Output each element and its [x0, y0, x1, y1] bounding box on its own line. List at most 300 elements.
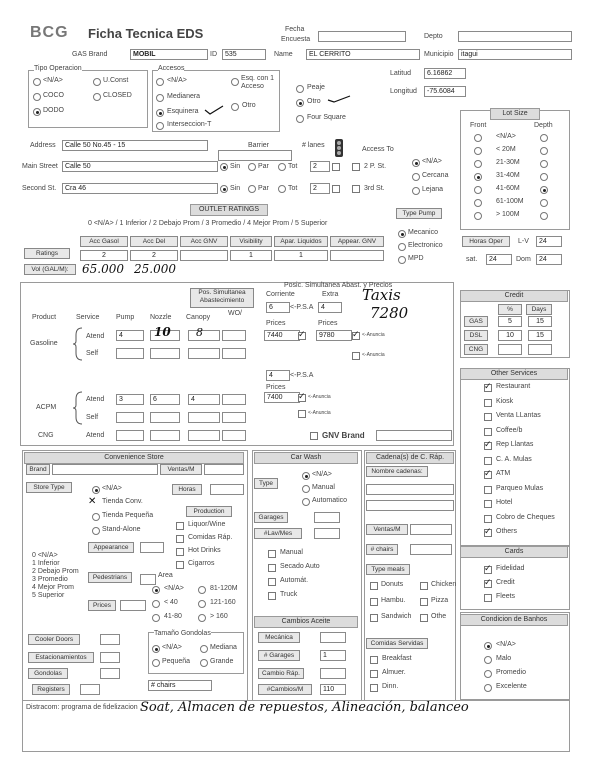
rating-appear-gnv[interactable] [330, 250, 384, 261]
lot-size-header: Lot Size [490, 108, 540, 120]
mecanica-field[interactable] [320, 632, 346, 643]
tipo-operacion-title: Tipo Operacion [34, 65, 82, 72]
pump-mecanico-radio[interactable] [398, 230, 406, 238]
banos-radio[interactable] [484, 656, 492, 664]
credit-pct-field[interactable] [498, 344, 522, 355]
second-lanes-field[interactable]: 2 [310, 183, 330, 194]
depth-label: Depth [534, 122, 553, 129]
access-lejana-radio[interactable] [412, 187, 420, 195]
acceso-otro-label: Otro [242, 102, 256, 109]
appearance-scale-label: 5 Superior [32, 592, 65, 599]
card-checkbox[interactable] [484, 594, 492, 602]
tipo-dodo-radio[interactable] [33, 108, 41, 116]
meal-checkbox[interactable] [420, 614, 428, 622]
lot-front-radio[interactable] [474, 173, 482, 181]
acceso-medianera-radio[interactable] [156, 94, 164, 102]
main-extra-checkbox[interactable] [332, 163, 340, 171]
lot-depth-radio[interactable] [540, 134, 548, 142]
area-radio[interactable] [198, 600, 206, 608]
fecha-field[interactable] [318, 31, 406, 42]
gasoline-brace [72, 326, 84, 362]
vol-diesel-handwritten: 25.000 [134, 262, 176, 276]
price-acpm-field[interactable]: 7400 [264, 392, 300, 403]
area-radio[interactable] [198, 614, 206, 622]
four-square-label: Four Square [307, 114, 346, 121]
credit-days-field[interactable] [528, 344, 552, 355]
type-pump-label: Type Pump [396, 208, 442, 219]
card-checkbox[interactable] [484, 580, 492, 588]
lot-front-radio[interactable] [474, 199, 482, 207]
tipo-dodo-label: DODO [43, 107, 64, 114]
second-st-field[interactable]: Cra 46 [62, 183, 218, 194]
tam-pequena-radio[interactable] [152, 659, 160, 667]
pedestrians-field[interactable] [140, 574, 156, 585]
car-wash-header: Car Wash [254, 452, 358, 464]
cng-pump-field[interactable] [116, 430, 144, 441]
main-street-label: Main Street [22, 163, 58, 170]
anuncia-label-2: <-Anuncia [362, 352, 385, 358]
service-label: Rep Llantas [496, 441, 534, 448]
service-label: Venta LLantas [496, 412, 541, 419]
lot-front-radio[interactable] [474, 134, 482, 142]
service-checkbox[interactable] [484, 500, 492, 508]
meal-label: Sandwich [381, 613, 412, 620]
gas-self-wo[interactable] [222, 348, 246, 359]
tipo-na-label: <N/A> [43, 77, 63, 84]
carwash-checkbox[interactable] [268, 592, 276, 600]
estacionamientos-field[interactable] [100, 652, 120, 663]
credit-header: Credit [460, 290, 568, 302]
production-label: Hot Drinks [188, 547, 221, 554]
gas-self-pump[interactable] [116, 348, 144, 359]
posic-abast-label: Pos. Simultanea Abastecimiento [190, 288, 254, 308]
main-2pst-label: 2 P. St. [364, 163, 387, 170]
acceso-esq1-label: Esq. con 1 Acceso [241, 75, 275, 90]
rating-acc-del[interactable]: 2 [130, 250, 178, 261]
acpm-nozzle-field[interactable]: 6 [150, 394, 180, 405]
municipio-field[interactable]: itagui [458, 49, 572, 60]
cooler-doors-label: Cooler Doors [28, 634, 80, 645]
anuncia-2-checkbox[interactable] [352, 352, 360, 360]
main-lanes-field[interactable]: 2 [310, 161, 330, 172]
gnv-brand-field[interactable] [376, 430, 452, 441]
main-2pst-checkbox[interactable] [352, 163, 360, 171]
sat-label: sat. [466, 256, 478, 263]
tipo-uconst-radio[interactable] [93, 78, 101, 86]
prices-label-c: Prices [266, 320, 286, 327]
cng-label: CNG [38, 432, 54, 439]
appearance-scale-label: 3 Promedio [32, 576, 68, 583]
acpm-self-canopy[interactable] [188, 412, 220, 423]
lot-size-label: <N/A> [496, 133, 516, 140]
area-label-opt: 121-160 [210, 599, 236, 606]
acpm-pump-field[interactable]: 3 [116, 394, 144, 405]
lot-size-label: < 20M [496, 146, 516, 153]
mecanica-label: Mecánica [258, 632, 300, 643]
comidas-checkbox[interactable] [370, 670, 378, 678]
lot-size-label: 31-40M [496, 172, 520, 179]
cambios-aceite-header: Cambios Aceite [254, 616, 358, 628]
fecha-label: Fecha [285, 26, 305, 33]
store-type-pequena-radio[interactable] [92, 513, 100, 521]
store-type-conv-label: Tienda Conv. [102, 498, 143, 505]
second-sin-label: Sin [230, 185, 241, 192]
acpm-psa-label: <-P.S.A [290, 372, 314, 379]
meal-checkbox[interactable] [370, 582, 378, 590]
acc-gasol-header: Acc Gasol [80, 236, 128, 247]
convenience-store-header: Convenience Store [24, 452, 244, 464]
cambio-rap-field[interactable] [320, 668, 346, 679]
rating-visibility[interactable]: 1 [230, 250, 272, 261]
lot-front-radio[interactable] [474, 186, 482, 194]
cambios-m-field[interactable]: 110 [320, 684, 346, 695]
carwash-auto-label: Automatico [312, 497, 348, 504]
cadena-ventas-field[interactable] [410, 524, 452, 535]
latitud-field[interactable]: 6.16862 [424, 68, 466, 79]
pos-corriente-field[interactable]: 6 [266, 302, 290, 313]
store-ventas-label: Ventas/M [160, 464, 202, 475]
service-checkbox[interactable] [484, 413, 492, 421]
carwash-garages-field[interactable] [314, 512, 340, 523]
carwash-checkbox[interactable] [268, 550, 276, 558]
tam-mediana-radio[interactable] [200, 645, 208, 653]
second-tot-label: Tot [288, 185, 298, 192]
banos-header: Condicion de Banhos [460, 614, 568, 626]
acpm-self-nozzle[interactable] [150, 412, 180, 423]
main-sin-radio[interactable] [220, 163, 228, 171]
gas-pump-field[interactable]: 4 [116, 330, 144, 341]
tam-grande-label: Grande [210, 658, 234, 665]
carwash-manual-label: Manual [312, 484, 335, 491]
service-checkbox[interactable] [484, 399, 492, 407]
prices-label: Prices [88, 600, 116, 611]
credit-type-label: GAS [464, 316, 488, 327]
carwash-manual-radio[interactable] [302, 485, 310, 493]
access-na-label: <N/A> [422, 158, 442, 165]
gasoline-label: Gasoline [30, 340, 58, 347]
acceso-esquinera-radio[interactable] [156, 109, 164, 117]
cng-atend-label: Atend [86, 432, 105, 439]
carwash-na-radio[interactable] [302, 472, 310, 480]
appear-gnv-header: Appear. GNV [330, 236, 384, 247]
store-type-standalone-label: Stand-Alone [102, 526, 141, 533]
main-par-radio[interactable] [248, 163, 256, 171]
production-label: Production [186, 506, 232, 517]
price-corriente-checkbox[interactable] [298, 332, 306, 340]
handwritten-check-otro [326, 94, 352, 104]
barrier-field[interactable] [218, 150, 292, 161]
acceso-na-radio[interactable] [156, 78, 164, 86]
gnv-brand-checkbox[interactable] [310, 432, 318, 440]
tam-grande-radio[interactable] [200, 659, 208, 667]
service-label: Others [496, 528, 518, 535]
garages-label: # Garages [258, 650, 300, 661]
price-corriente-field[interactable]: 7440 [264, 330, 300, 341]
gas-canopy-field[interactable] [188, 330, 220, 341]
bcg-logo: BCG [30, 24, 69, 41]
service-label: C. A. Mulas [496, 455, 532, 463]
service-checkbox[interactable] [484, 442, 492, 450]
store-brand-field[interactable] [52, 464, 158, 475]
pos-extra-field[interactable]: 4 [318, 302, 342, 313]
production-checkbox[interactable] [176, 535, 184, 543]
acpm-anuncia-label: <-Anuncia [308, 394, 331, 400]
second-3rdst-checkbox[interactable] [352, 185, 360, 193]
acpm-brace [72, 390, 84, 426]
service-checkbox[interactable] [484, 384, 492, 392]
acpm-canopy-field[interactable]: 4 [188, 394, 220, 405]
area-label-opt: < 40 [164, 599, 178, 606]
lv-label: L-V [518, 238, 529, 245]
card-label: Credit [496, 579, 515, 586]
carwash-auto-radio[interactable] [302, 498, 310, 506]
municipio-label: Municipio [424, 51, 454, 58]
service-label: Restaurant [496, 383, 531, 390]
otro-radio[interactable] [296, 99, 304, 107]
lot-depth-radio[interactable] [540, 186, 548, 194]
production-label: Liquor/Wine [188, 521, 226, 528]
second-par-label: Par [258, 185, 269, 192]
cards-header: Cards [460, 546, 568, 558]
store-type-na-label: <N/A> [102, 485, 122, 492]
gas-wo-field[interactable] [222, 330, 246, 341]
price-acpm-checkbox[interactable] [298, 394, 306, 402]
meal-checkbox[interactable] [370, 598, 378, 606]
handwritten-check-esquinera [203, 104, 225, 116]
acpm-self-wo[interactable] [222, 412, 246, 423]
acpm-label: ACPM [36, 404, 57, 411]
area-radio[interactable] [152, 586, 160, 594]
access-lejana-label: Lejana [422, 186, 444, 193]
nombre-cadenas-field-2[interactable] [366, 500, 454, 511]
peaje-radio[interactable] [296, 85, 304, 93]
nombre-cadenas-field-1[interactable] [366, 484, 454, 495]
meal-checkbox[interactable] [370, 614, 378, 622]
comidas-checkbox[interactable] [370, 656, 378, 664]
cadena-chairs-field[interactable] [410, 544, 452, 555]
carwash-item-label: Truck [280, 591, 298, 598]
longitud-field[interactable]: -75.6084 [424, 86, 466, 97]
access-cercana-radio[interactable] [412, 173, 420, 181]
carwash-item-label: Secado Auto [280, 563, 320, 570]
lot-front-radio[interactable] [474, 160, 482, 168]
cooler-doors-field[interactable] [100, 634, 120, 645]
carwash-garages-label: Garages [254, 512, 288, 523]
carwash-checkbox[interactable] [268, 564, 276, 572]
name-field[interactable]: EL CERRITO [306, 49, 420, 60]
carwash-item-label: Manual [280, 549, 303, 556]
sat-field[interactable]: 24 [486, 254, 512, 265]
lot-depth-radio[interactable] [540, 212, 548, 220]
production-checkbox[interactable] [176, 522, 184, 530]
gondolas-field[interactable] [100, 668, 120, 679]
main-street-field[interactable]: Calle 50 [62, 161, 218, 172]
card-checkbox[interactable] [484, 566, 492, 574]
carwash-checkbox[interactable] [268, 578, 276, 586]
lot-size-label: 21-30M [496, 159, 520, 166]
service-checkbox[interactable] [484, 457, 492, 465]
card-label: Fleets [496, 593, 516, 600]
latitud-label: Latitud [390, 70, 412, 77]
service-checkbox[interactable] [484, 529, 492, 537]
pump-mpd-label: MPD [408, 255, 424, 262]
acceso-medianera-label: Medianera [167, 93, 201, 100]
price-extra-field[interactable]: 9780 [316, 330, 352, 341]
gas-brand-field[interactable]: MOBIL [130, 49, 208, 60]
meal-label: Chicken [431, 581, 457, 588]
gnv-brand-label: GNV Brand [322, 431, 365, 440]
area-radio[interactable] [198, 586, 206, 594]
tipo-uconst-label: U.Const [103, 77, 129, 84]
area-radio[interactable] [152, 600, 160, 608]
lot-depth-radio[interactable] [540, 160, 548, 168]
store-chairs-field[interactable]: # chairs [148, 680, 212, 691]
store-type-pequena-label: Tienda Pequeña [102, 512, 154, 519]
lot-depth-radio[interactable] [540, 173, 548, 181]
wo-label: WO/ [228, 310, 242, 317]
area-radio[interactable] [152, 614, 160, 622]
acpm-self-pump[interactable] [116, 412, 144, 423]
lot-front-radio[interactable] [474, 147, 482, 155]
prices-field[interactable] [120, 600, 146, 611]
acceso-esq1-radio[interactable] [231, 78, 239, 86]
registers-field[interactable] [80, 684, 100, 695]
depto-field[interactable] [458, 31, 572, 42]
store-horas-label: Horas [172, 484, 202, 495]
lot-depth-radio[interactable] [540, 199, 548, 207]
pump-mpd-radio[interactable] [398, 256, 406, 264]
service-label: ATM [496, 470, 511, 477]
credit-pct-header: % [498, 304, 522, 315]
tipo-coco-radio[interactable] [33, 93, 41, 101]
carwash-lav-field[interactable] [314, 528, 340, 539]
meal-label: Donuts [381, 581, 404, 588]
front-label: Front [470, 122, 487, 129]
second-par-radio[interactable] [248, 185, 256, 193]
access-na-radio[interactable] [412, 159, 420, 167]
carwash-item-label: Automát. [280, 577, 309, 584]
production-checkbox[interactable] [176, 561, 184, 569]
store-type-standalone-radio[interactable] [92, 527, 100, 535]
cng-canopy-field[interactable] [188, 430, 220, 441]
acpm-wo-field[interactable] [222, 394, 246, 405]
dom-field[interactable]: 24 [536, 254, 562, 265]
service-checkbox[interactable] [484, 471, 492, 479]
area-label-opt: > 160 [210, 613, 228, 620]
comidas-checkbox[interactable] [370, 684, 378, 692]
price-extra-checkbox[interactable] [352, 332, 360, 340]
dom-label: Dom [516, 256, 531, 263]
barrier-label: Barrier [248, 142, 270, 149]
credit-pct-field[interactable]: 5 [498, 316, 522, 327]
anuncia-label-1: <-Anuncia [362, 332, 385, 338]
banos-radio[interactable] [484, 670, 492, 678]
credit-days-field[interactable]: 15 [528, 316, 552, 327]
meal-checkbox[interactable] [420, 598, 428, 606]
service-label: Hotel [496, 499, 513, 506]
acpm-pos-field[interactable]: 4 [266, 370, 290, 381]
rating-apar-liquidos[interactable]: 1 [274, 250, 328, 261]
area-label-opt: <N/A> [164, 585, 184, 592]
gas-self-canopy[interactable] [188, 348, 220, 359]
cng-wo-field[interactable] [222, 430, 246, 441]
cng-nozzle-field[interactable] [150, 430, 180, 441]
comidas-servidas-label: Comidas Servidas [366, 638, 428, 649]
accesos-title: Accesos [158, 65, 185, 72]
second-tot-radio[interactable] [278, 185, 286, 193]
outlet-ratings-header: OUTLET RATINGS [190, 204, 268, 216]
acceso-otro-radio[interactable] [231, 103, 239, 111]
acceso-esquinera-label: Esquinera [167, 108, 199, 115]
second-sin-radio[interactable] [220, 185, 228, 193]
gas-self-nozzle[interactable] [150, 348, 180, 359]
gas-self-label: Self [86, 350, 99, 357]
second-extra-checkbox[interactable] [332, 185, 340, 193]
tipo-na-radio[interactable] [33, 78, 41, 86]
tipo-closed-radio[interactable] [93, 93, 101, 101]
tam-na-radio[interactable] [152, 645, 160, 653]
appearance-field[interactable] [140, 542, 164, 553]
gas-atend-label: Atend [86, 333, 105, 340]
main-sin-label: Sin [230, 163, 241, 170]
address-label: Address [30, 142, 56, 149]
store-horas-field[interactable] [210, 484, 244, 495]
rating-acc-gnv[interactable] [180, 250, 228, 261]
acceso-na-label: <N/A> [167, 77, 187, 84]
tipo-closed-label: CLOSED [103, 92, 132, 99]
area-label: Area [158, 572, 173, 579]
service-checkbox[interactable] [484, 428, 492, 436]
meal-checkbox[interactable] [420, 582, 428, 590]
gas-canopy-handwritten: 8 [196, 326, 203, 339]
address-field[interactable]: Calle 50 No.45 - 15 [62, 140, 208, 151]
pedestrians-label: Pedestrians [88, 572, 132, 583]
garages-field[interactable]: 1 [320, 650, 346, 661]
acpm-anuncia-2-checkbox[interactable] [298, 410, 306, 418]
product-label: Product [32, 314, 57, 321]
pump-electronico-radio[interactable] [398, 243, 406, 251]
service-label: Service [76, 314, 100, 321]
acceso-interseccion-label: Interseccion-T [167, 121, 212, 128]
lot-depth-radio[interactable] [540, 147, 548, 155]
id-label: ID [210, 51, 217, 58]
main-tot-radio[interactable] [278, 163, 286, 171]
lot-front-radio[interactable] [474, 212, 482, 220]
registers-label: Registers [32, 684, 70, 695]
nozzle-label: Nozzle [150, 314, 172, 321]
banos-radio[interactable] [484, 642, 492, 650]
traffic-light-icon [332, 138, 346, 160]
store-ventas-field[interactable] [204, 464, 244, 475]
production-checkbox[interactable] [176, 548, 184, 556]
corriente-label: Corriente [266, 291, 295, 298]
lv-field[interactable]: 24 [536, 236, 562, 247]
credit-pct-field[interactable]: 10 [498, 330, 522, 341]
service-label: Coffee/b [496, 426, 523, 434]
id-field[interactable]: 535 [222, 49, 266, 60]
carwash-type-label: Type [254, 478, 278, 489]
store-type-na-radio[interactable] [92, 486, 100, 494]
rating-acc-gasol[interactable]: 2 [80, 250, 128, 261]
service-checkbox[interactable] [484, 515, 492, 523]
second-3rdst-label: 3rd St. [364, 185, 385, 192]
acceso-interseccion-radio[interactable] [156, 122, 164, 130]
service-checkbox[interactable] [484, 486, 492, 494]
credit-days-field[interactable]: 15 [528, 330, 552, 341]
tam-na-label: <N/A> [162, 644, 182, 651]
banos-radio[interactable] [484, 684, 492, 692]
four-square-radio[interactable] [296, 115, 304, 123]
